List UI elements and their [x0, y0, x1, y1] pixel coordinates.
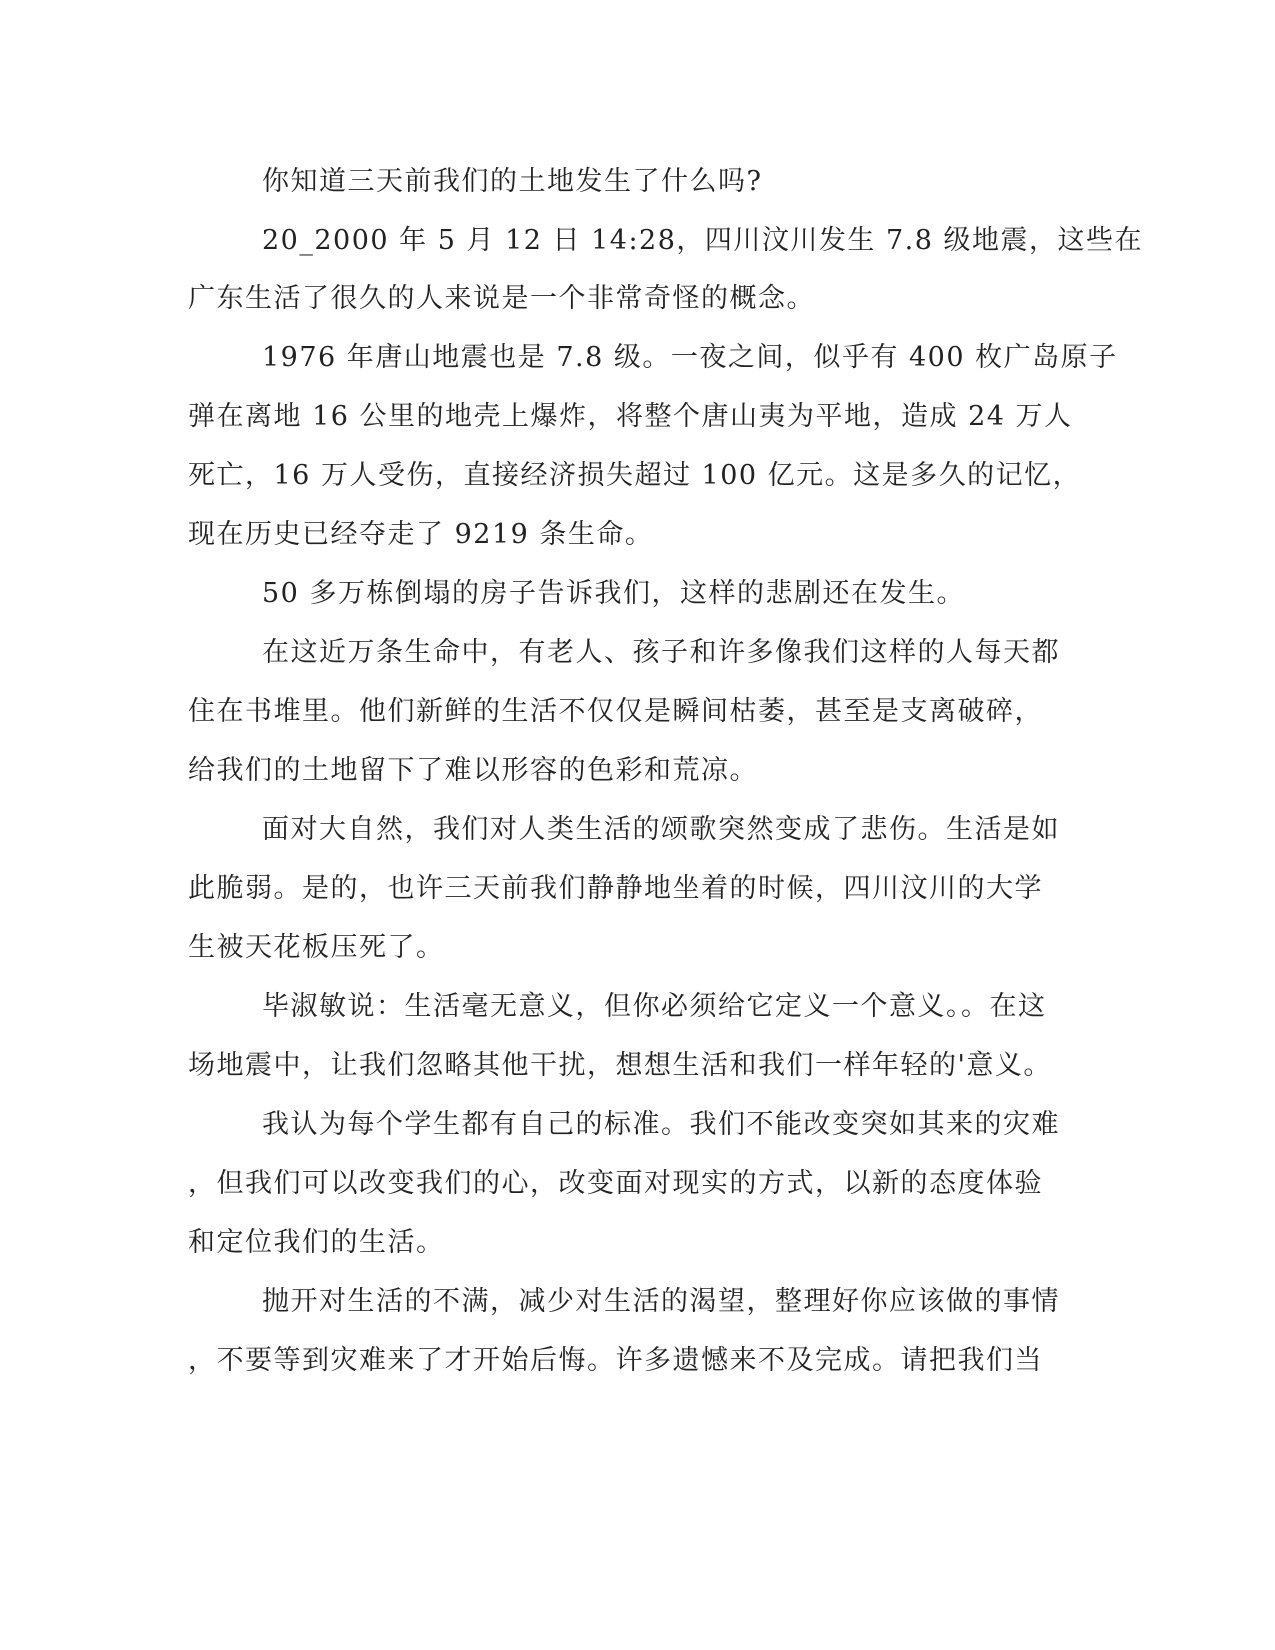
paragraph-line: 死亡，16 万人受伤，直接经济损失超过 100 亿元。这是多久的记忆， — [188, 460, 1082, 491]
paragraph-line: 场地震中，让我们忽略其他干扰，想想生活和我们一样年轻的'意义。 — [188, 1050, 1052, 1081]
paragraph-line: 广东生活了很久的人来说是一个非常奇怪的概念。 — [188, 283, 815, 314]
paragraph-line: 现在历史已经夺走了 9219 条生命。 — [188, 519, 654, 550]
paragraph-line: 生被天花板压死了。 — [188, 932, 445, 963]
paragraph-line: 抛开对生活的不满，减少对生活的渴望，整理好你应该做的事情 — [262, 1286, 1060, 1317]
paragraph-line: 弹在离地 16 公里的地壳上爆炸，将整个唐山夷为平地，造成 24 万人 — [188, 401, 1073, 432]
paragraph-line: 和定位我们的生活。 — [188, 1227, 445, 1258]
paragraph-line: 1976 年唐山地震也是 7.8 级。一夜之间，似乎有 400 枚广岛原子 — [262, 342, 1118, 373]
paragraph-line: 你知道三天前我们的土地发生了什么吗? — [262, 166, 763, 197]
paragraph-line: 面对大自然，我们对人类生活的颂歌突然变成了悲伤。生活是如 — [262, 814, 1060, 845]
paragraph-line: 50 多万栋倒塌的房子告诉我们，这样的悲剧还在发生。 — [262, 578, 965, 609]
paragraph-line: 毕淑敏说：生活毫无意义，但你必须给它定义一个意义。。在这 — [262, 991, 1047, 1022]
paragraph-line: 此脆弱。是的，也许三天前我们静静地坐着的时候，四川汶川的大学 — [188, 873, 1043, 904]
paragraph-line: ，不要等到灾难来了才开始后悔。许多遗憾来不及完成。请把我们当 — [188, 1345, 1043, 1376]
paragraph-line: 在这近万条生命中，有老人、孩子和许多像我们这样的人每天都 — [262, 637, 1060, 668]
paragraph-line: 给我们的土地留下了难以形容的色彩和荒凉。 — [188, 755, 758, 786]
paragraph-line: 20_2000 年 5 月 12 日 14:28，四川汶川发生 7.8 级地震，这些在 — [262, 225, 1144, 256]
paragraph-line: 住在书堆里。他们新鲜的生活不仅仅是瞬间枯萎，甚至是支离破碎， — [188, 696, 1043, 727]
paragraph-line: 我认为每个学生都有自己的标准。我们不能改变突如其来的灾难 — [262, 1109, 1060, 1140]
paragraph-line: ，但我们可以改变我们的心，改变面对现实的方式，以新的态度体验 — [188, 1168, 1043, 1199]
